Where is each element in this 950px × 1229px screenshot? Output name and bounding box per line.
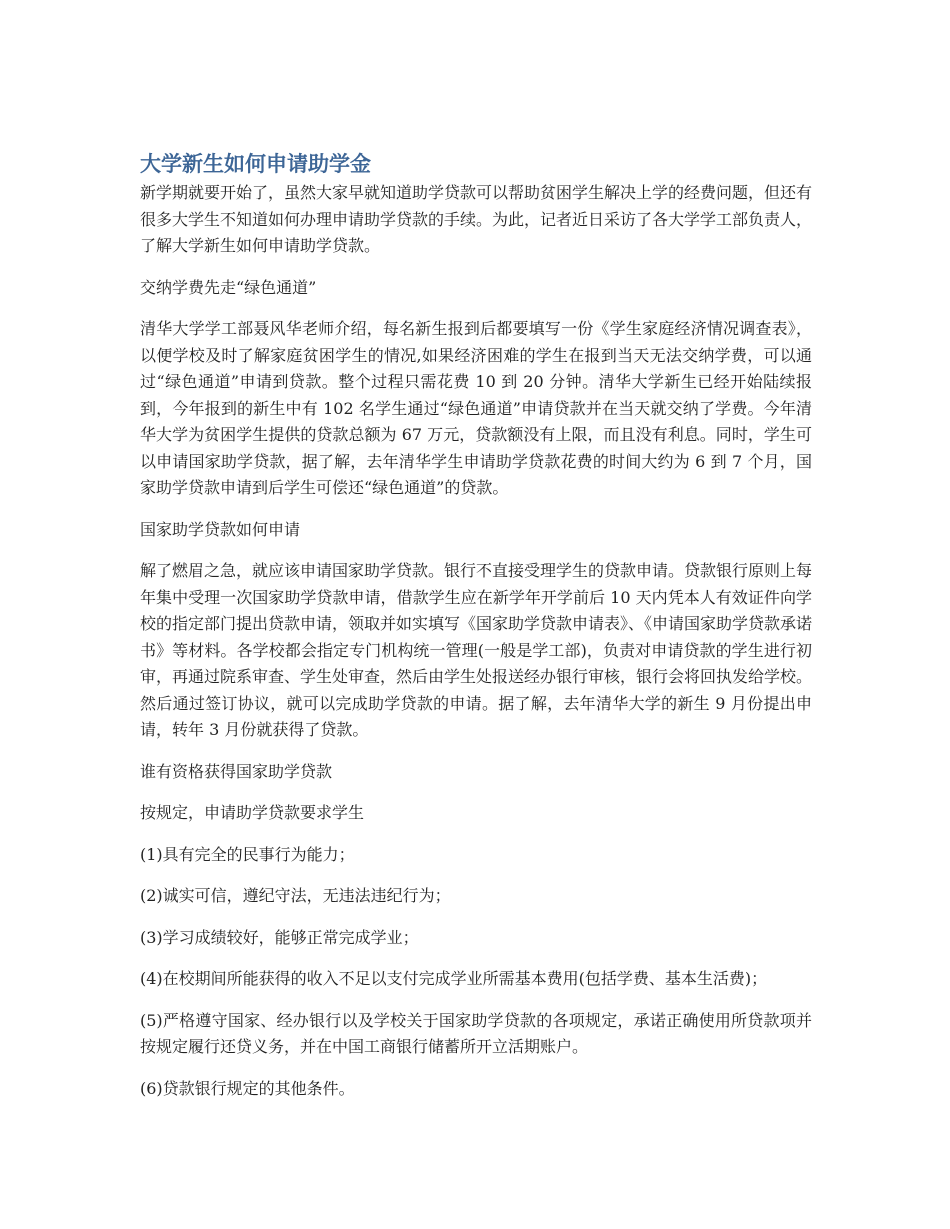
intro-paragraph: 新学期就要开始了，虽然大家早就知道助学贷款可以帮助贫困学生解决上学的经费问题，但还有很多大学生不知道如何办理申请助学贷款的手续。为此，记者近日采访了各大学学工部负责人，了解大学新生如何申请助学贷款。 [140, 183, 813, 255]
section-heading-green-channel: 交纳学费先走“绿色通道” [140, 277, 317, 297]
paragraph-eligibility-intro: 按规定，申请助学贷款要求学生 [140, 803, 365, 822]
document-page [140, 148, 812, 1117]
list-item: (1)具有完全的民事行为能力； [140, 844, 355, 864]
section-heading-how-to-apply: 国家助学贷款如何申请 [140, 519, 301, 539]
paragraph-green-channel: 清华大学学工部聂风华老师介绍，每名新生报到后都要填写一份《学生家庭经济情况调查表》，以便学校及时了解家庭贫困学生的情况,如果经济困难的学生在报到当天无法交纳学费，可以通过“绿色通道”申请到贷款。整个过程只需花费 10 到 20 分钟。清华大学新生已经开始陆续报到，今年报到的新生中有 102 名学生通过“绿色通道”申请贷款并在当天就交纳了学费。今年清华大学为贫困学生提供的贷款总额为 67 万元，贷款额没有上限，而且没有利息。同时，学生可以申请国家助学贷款，据了解，去年清华学生申请助学贷款花费的时间大约为 6 到 7 个月，国家助学贷款申请到后学生可偿还“绿色通道”的贷款。 [140, 319, 812, 497]
paragraph-how-to-apply: 解了燃眉之急，就应该申请国家助学贷款。银行不直接受理学生的贷款申请。贷款银行原则上每年集中受理一次国家助学贷款申请，借款学生应在新学年开学前后 10 天内凭本人有效证件向学校的指定部门提出贷款申请，领取并如实填写《国家助学贷款申请表》、《申请国家助学贷款承诺书》等材料。各学校都会指定专门机构统一管理(一般是学工部)，负责对申请贷款的学生进行初审，再通过院系审查、学生处审查，然后由学生处报送经办银行审核，银行会将回执发给学校。然后通过签订协议，就可以完成助学贷款的申请。据了解，去年清华大学的新生 9 月份提出申请，转年 3 月份就获得了贷款。 [140, 561, 813, 739]
list-item: (5)严格遵守国家、经办银行以及学校关于国家助学贷款的各项规定，承诺正确使用所贷款项并按规定履行还贷义务，并在中国工商银行储蓄所开立活期账户。 [140, 1010, 812, 1056]
document-title: 大学新生如何申请助学金 [140, 152, 371, 176]
list-item: (3)学习成绩较好，能够正常完成学业； [140, 927, 419, 947]
list-item: (2)诚实可信，遵纪守法，无违法违纪行为； [140, 886, 451, 905]
list-item: (6)贷款银行规定的其他条件。 [140, 1078, 355, 1098]
list-item: (4)在校期间所能获得的收入不足以支付完成学业所需基本费用(包括学费、基本生活费)； [140, 969, 768, 988]
section-heading-eligibility: 谁有资格获得国家助学贷款 [140, 761, 333, 781]
